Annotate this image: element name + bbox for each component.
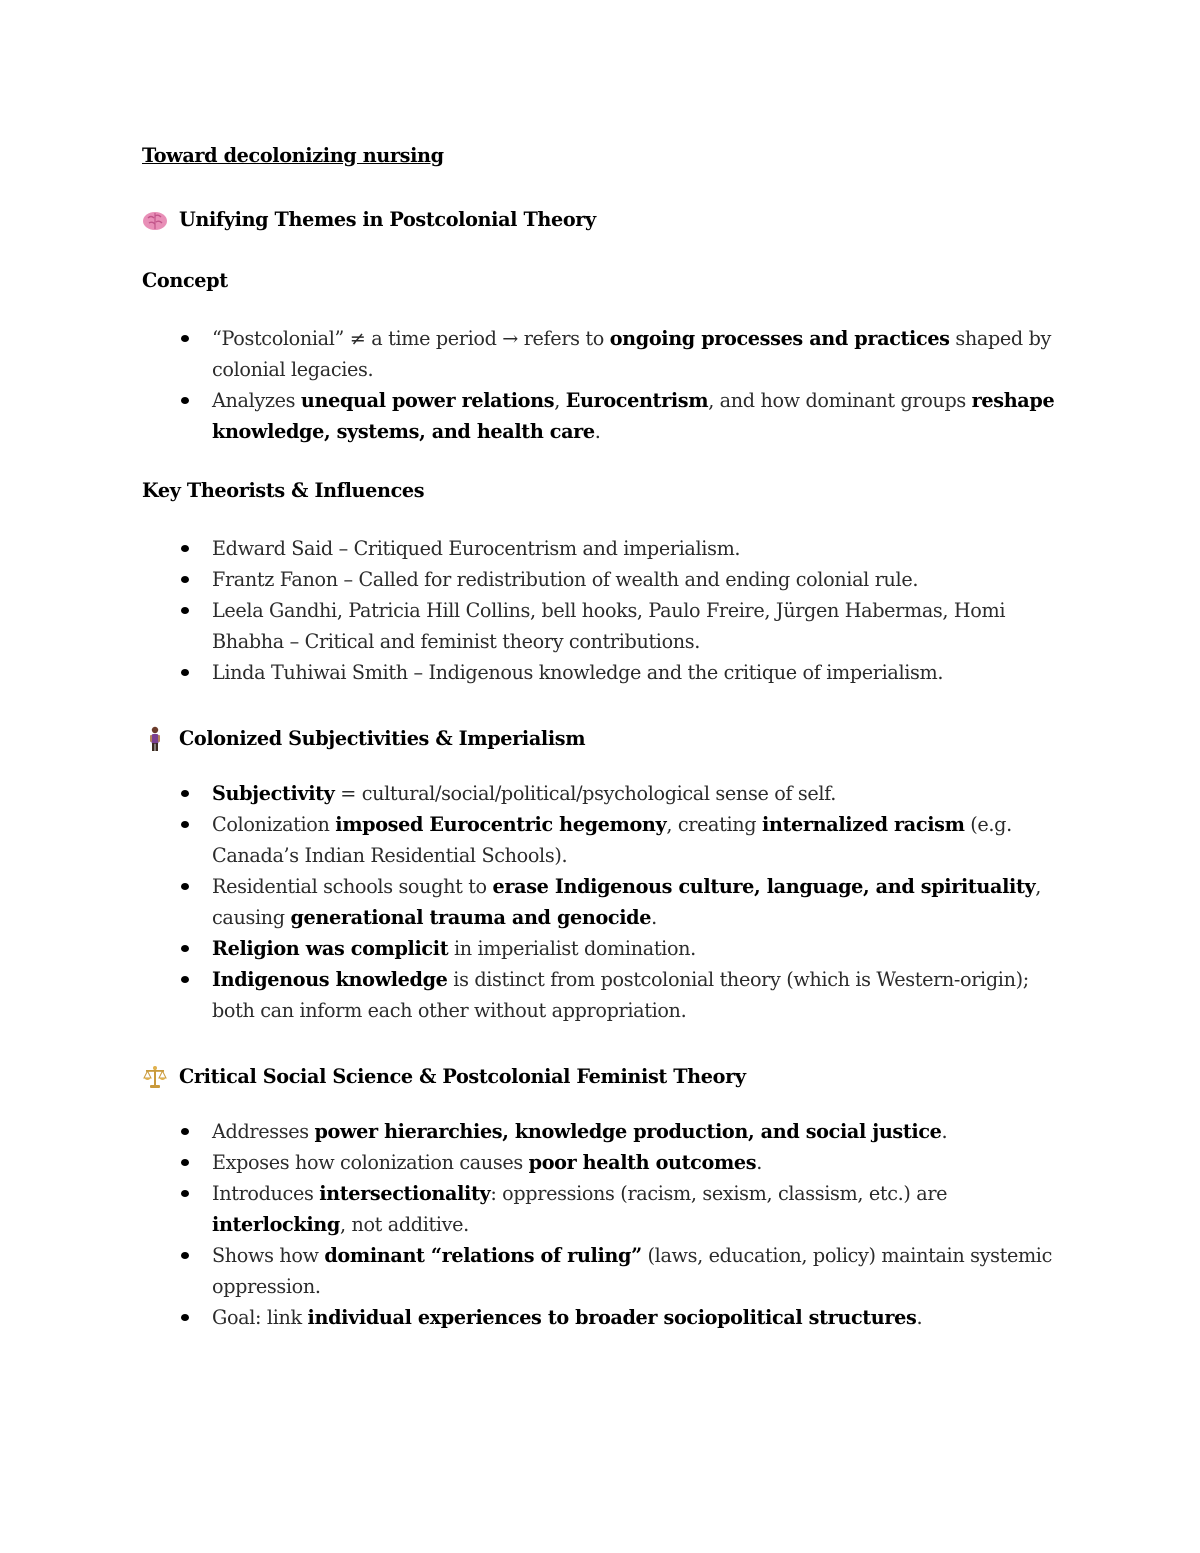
list-item: Leela Gandhi, Patricia Hill Collins, bell hooks, Paulo Freire, Jürgen Habermas, Homi Bhabha – Critical and feminist theory contributions. <box>212 595 1062 657</box>
colonized-subjectivities-list <box>142 778 1062 1026</box>
balance-scale-icon <box>142 1064 168 1090</box>
critical-social-science-list <box>142 1116 1062 1333</box>
concept-label: Concept <box>142 269 228 292</box>
list-item: Introduces intersectionality: oppressions (racism, sexism, classism, etc.) are interlocking, not additive. <box>212 1178 1062 1240</box>
list-item: Subjectivity = cultural/social/political/psychological sense of self. <box>212 778 1062 809</box>
list-item: Exposes how colonization causes poor health outcomes. <box>212 1147 1062 1178</box>
list-item: Indigenous knowledge is distinct from postcolonial theory (which is Western-origin); both can inform each other without appropriation. <box>212 964 1062 1026</box>
theorists-list <box>142 533 1062 688</box>
list-item: Edward Said – Critiqued Eurocentrism and imperialism. <box>212 533 1062 564</box>
list-item: Addresses power hierarchies, knowledge production, and social justice. <box>212 1116 1062 1147</box>
document-title: Toward decolonizing nursing <box>142 144 444 167</box>
list-item: Religion was complicit in imperialist domination. <box>212 933 1062 964</box>
list-item: Linda Tuhiwai Smith – Indigenous knowledge and the critique of imperialism. <box>212 657 1062 688</box>
list-item: Goal: link individual experiences to broader sociopolitical structures. <box>212 1302 1062 1333</box>
concept-list <box>142 323 1062 447</box>
section-heading-text: Critical Social Science & Postcolonial Feminist Theory <box>179 1065 746 1088</box>
section-heading-unifying-themes <box>142 204 1062 235</box>
person-standing-icon <box>142 726 168 752</box>
section-heading-text: Colonized Subjectivities & Imperialism <box>179 727 586 750</box>
list-item: Analyzes unequal power relations, Eurocentrism, and how dominant groups reshape knowledge, systems, and health care. <box>212 385 1062 447</box>
list-item: Colonization imposed Eurocentric hegemony, creating internalized racism (e.g. Canada’s Indian Residential Schools). <box>212 809 1062 871</box>
section-heading-colonized-subjectivities <box>142 723 1062 754</box>
brain-icon <box>142 207 168 233</box>
key-theorists-label: Key Theorists & Influences <box>142 479 425 502</box>
list-item: Residential schools sought to erase Indigenous culture, language, and spirituality, causing generational trauma and genocide. <box>212 871 1062 933</box>
list-item: “Postcolonial” ≠ a time period → refers to ongoing processes and practices shaped by colonial legacies. <box>212 323 1062 385</box>
section-heading-text: Unifying Themes in Postcolonial Theory <box>179 208 596 231</box>
section-heading-critical-social-science <box>142 1061 1062 1092</box>
list-item: Frantz Fanon – Called for redistribution of wealth and ending colonial rule. <box>212 564 1062 595</box>
document-page <box>142 140 1062 1333</box>
list-item: Shows how dominant “relations of ruling” (laws, education, policy) maintain systemic oppression. <box>212 1240 1062 1302</box>
